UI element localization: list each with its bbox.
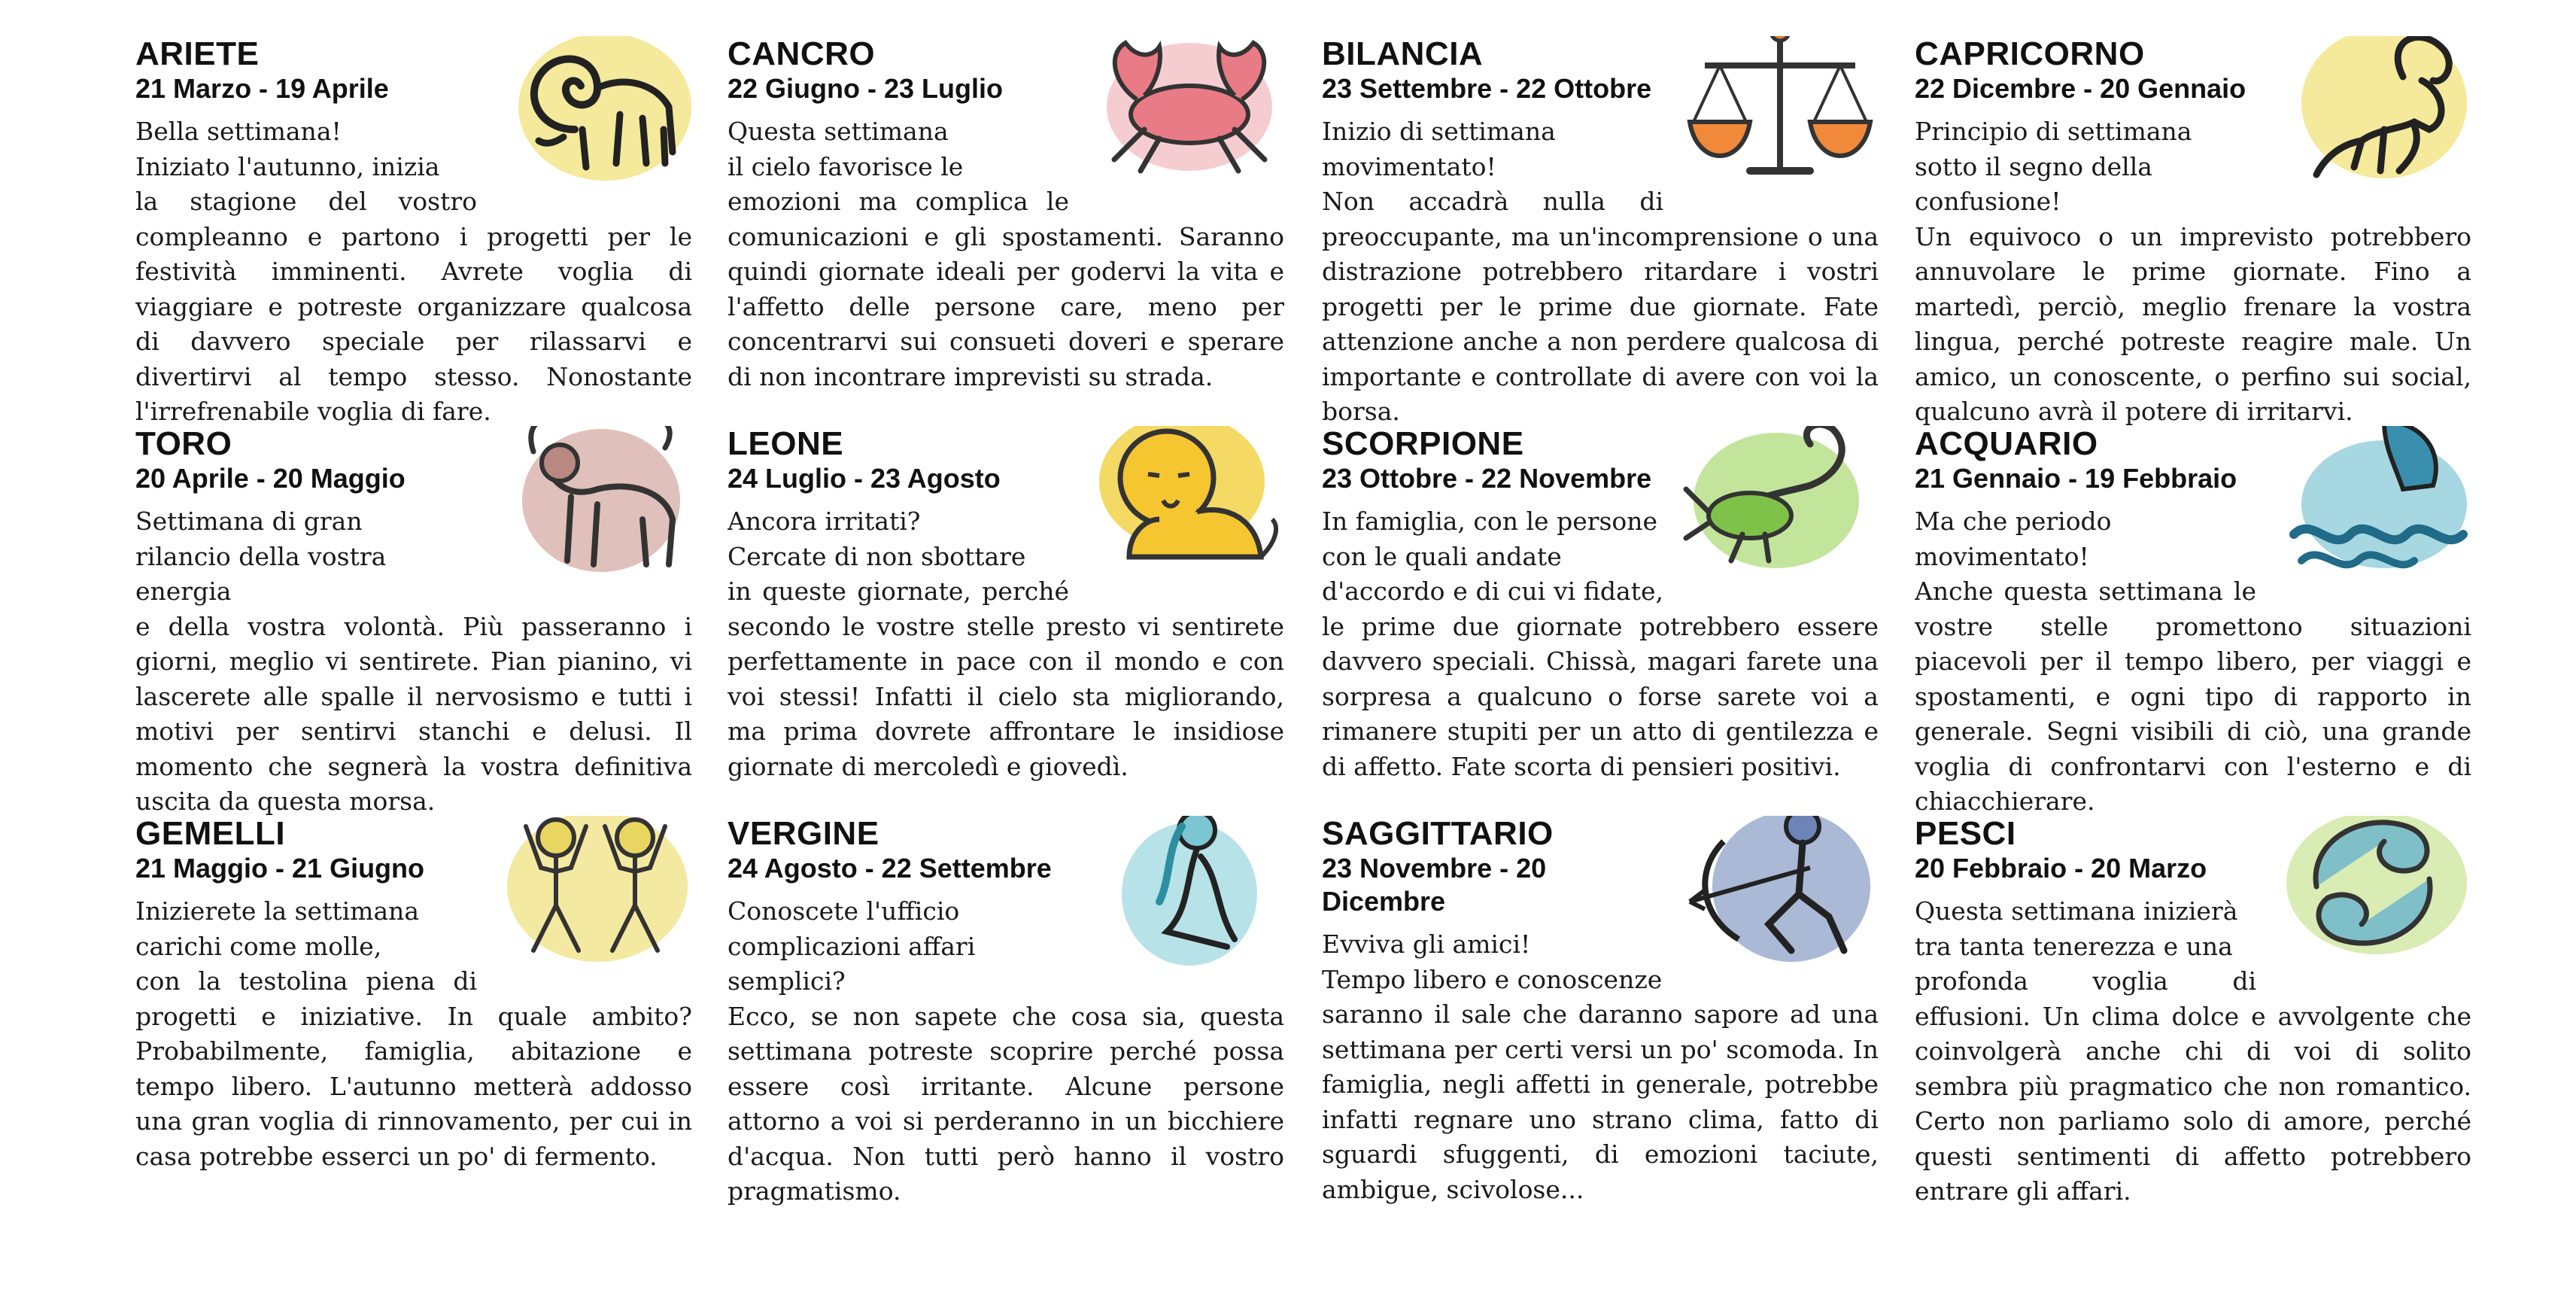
sign-name: CAPRICORNO	[1915, 36, 2145, 72]
cancer-icon	[1084, 36, 1284, 190]
taurus-icon	[492, 426, 692, 580]
lead-line: carichi come molle,	[135, 931, 382, 961]
lead-line: Principio di settimana	[1915, 117, 2192, 146]
lead-line: il cielo favorisce le	[728, 151, 964, 181]
lead-line: Cercate di non sbottare	[728, 541, 1026, 571]
sign-bilancia	[1322, 36, 1879, 427]
sign-body: in queste giornate, perché secondo le vostre stelle presto vi sentirete perfettamente in pace con il mondo e con voi stessi! Infatti il cielo sta migliorando, ma prima dovrete affrontare le insidiose giornate di mercoledì e giovedì.	[728, 576, 1284, 781]
lead-line: tra tanta tenerezza e una	[1915, 931, 2233, 961]
sign-vergine	[728, 816, 1284, 1207]
sign-saggittario	[1322, 816, 1879, 1207]
sign-name: SAGGITTARIO	[1322, 816, 1554, 852]
sign-body: profonda voglia di effusioni. Un clima dolce e avvolgente che coinvolgerà anche chi di voi di solito sembra più pragmatico che non romantico. Certo non parliamo solo di amore, perché questi sentimenti di affetto potrebbero entrare gli affari.	[1915, 966, 2471, 1206]
sign-dates: 21 Gennaio - 19 Febbraio	[1915, 463, 2237, 494]
sign-body: Anche questa settimana le vostre stelle promettono situazioni piacevoli per il tempo libero, per viaggi e spostamenti, e ogni tipo di rapporto in generale. Segni visibili di ciò, una grande voglia di confrontarvi con l'esterno e di chiacchierare.	[1915, 576, 2471, 816]
pisces-icon	[2271, 816, 2471, 969]
lead-line: con le quali andate	[1322, 541, 1562, 571]
leo-icon	[1084, 426, 1284, 580]
lead-line: In famiglia, con le persone	[1322, 507, 1658, 536]
capricorn-icon	[2271, 36, 2471, 190]
lead-line: Settimana di gran	[135, 507, 363, 536]
scorpio-icon	[1678, 426, 1879, 580]
sign-body: d'accordo e di cui vi fidate, le prime due giornate potrebbero essere davvero speciali. Chissà, magari farete una sorpresa a qualcuno o forse sarete voi a rimanere stupiti per un atto di gentilezza e di affetto. Fate scorta di pensieri positivi.	[1322, 576, 1879, 781]
lead-line: sotto il segno della confusione!	[1915, 151, 2152, 216]
sign-body: emozioni ma complica le comunicazioni e gli spostamenti. Saranno quindi giornate ideali per godervi la vita e l'affetto delle persone care, meno per concentrarvi sui consueti doveri e sperare di non incontrare imprevisti su strada.	[728, 187, 1284, 391]
lead-line: movimentato!	[1915, 541, 2089, 571]
sign-dates: 24 Luglio - 23 Agosto	[728, 463, 1001, 494]
sign-scorpione	[1322, 426, 1879, 817]
sign-name: ARIETE	[135, 36, 260, 72]
lead-line: Inizierete la settimana	[135, 896, 420, 926]
sign-name: LEONE	[728, 426, 844, 462]
lead-line: Questa settimana	[728, 117, 949, 146]
sign-dates: 21 Marzo - 19 Aprile	[135, 73, 389, 104]
lead-line: Bella settimana!	[135, 117, 342, 146]
sign-acquario	[1915, 426, 2471, 817]
sign-cancro	[728, 36, 1284, 427]
sign-name: TORO	[135, 426, 232, 462]
libra-icon	[1678, 36, 1879, 190]
lead-line: Conoscete l'ufficio	[728, 896, 960, 926]
sign-body: Un equivoco o un imprevisto potrebbero annuvolare le prime giornate. Fino a martedì, perciò, meglio frenare la vostra lingua, perché potreste reagire male. Un amico, un conoscente, o perfino sui social, qualcuno avrà il potere di irritarvi.	[1915, 221, 2471, 426]
lead-line: complicazioni affari semplici?	[728, 931, 976, 996]
sign-name: CANCRO	[728, 36, 876, 72]
gemini-icon	[492, 816, 692, 969]
lead-line: Iniziato l'autunno, inizia	[135, 151, 440, 181]
sign-dates: 20 Aprile - 20 Maggio	[135, 463, 406, 494]
lead-line: rilancio della vostra energia	[135, 541, 387, 606]
sign-dates: 23 Ottobre - 22 Novembre	[1322, 463, 1652, 494]
sign-body: la stagione del vostro compleanno e partono i progetti per le festività imminenti. Avrete voglia di viaggiare e potreste organizzare qualcosa di davvero speciale per rilassarvi e divertirvi al tempo stesso. Nonostante l'irrefrenabile voglia di fare.	[135, 187, 692, 426]
lead-line: movimentato!	[1322, 151, 1496, 181]
sign-dates: 23 Settembre - 22 Ottobre	[1322, 73, 1652, 104]
sign-ariete	[135, 36, 692, 427]
sign-name: BILANCIA	[1322, 36, 1484, 72]
sign-toro	[135, 426, 692, 817]
lead-line: Questa settimana inizierà	[1915, 896, 2238, 926]
lead-line: Tempo libero e conoscenze	[1322, 964, 1663, 994]
aquarius-icon	[2271, 426, 2471, 580]
aries-icon	[492, 36, 692, 190]
sign-dates: 23 Novembre - 20 Dicembre	[1322, 853, 1547, 917]
sign-body: saranno il sale che daranno sapore ad una settimana per certi versi un po' scomoda. In famiglia, negli affetti in generale, potrebbe infatti regnare uno strano clima, fatto di sguardi sfuggenti, di emozioni taciute, ambigue, scivolose...	[1322, 999, 1879, 1204]
sign-name: GEMELLI	[135, 816, 286, 852]
sign-name: ACQUARIO	[1915, 426, 2098, 462]
virgo-icon	[1084, 816, 1284, 969]
sign-body: Non accadrà nulla di preoccupante, ma un'incomprensione o una distrazione potrebbero ritardare i vostri progetti per le prime due giornate. Fate attenzione anche a non perdere qualcosa di importante e controllate di avere con voi la borsa.	[1322, 187, 1879, 426]
sign-dates: 21 Maggio - 21 Giugno	[135, 853, 425, 884]
sign-gemelli	[135, 816, 692, 1207]
sign-dates: 24 Agosto - 22 Settembre	[728, 853, 1052, 884]
lead-line: Inizio di settimana	[1322, 117, 1556, 146]
sign-name: SCORPIONE	[1322, 426, 1524, 462]
lead-line: Evviva gli amici!	[1322, 929, 1531, 959]
sign-dates: 22 Dicembre - 20 Gennaio	[1915, 73, 2246, 104]
sign-name: PESCI	[1915, 816, 2016, 852]
sign-pesci	[1915, 816, 2471, 1207]
sign-body: Ecco, se non sapete che cosa sia, questa settimana potreste scoprire perché possa essere così irritante. Alcune persone attorno a voi si perderanno in un bicchiere d'acqua. Non tutti però hanno il vostro pragmatismo.	[728, 1001, 1284, 1206]
sign-dates: 22 Giugno - 23 Luglio	[728, 73, 1004, 104]
sign-body: e della vostra volontà. Più passeranno i giorni, meglio vi sentirete. Pian pianino, vi lascerete alle spalle il nervosismo e tutti i motivi per sentirvi stanchi e delusi. Il momento che segnerà la vostra definitiva uscita da questa morsa.	[135, 611, 692, 816]
sign-dates: 20 Febbraio - 20 Marzo	[1915, 853, 2207, 884]
lead-line: Ancora irritati?	[728, 507, 921, 536]
sign-leone	[728, 426, 1284, 817]
sign-capricorno	[1915, 36, 2471, 427]
sign-body: con la testolina piena di progetti e iniziative. In quale ambito? Probabilmente, famiglia, abitazione e tempo libero. L'autunno metterà addosso una gran voglia di rinnovamento, per cui in casa potrebbe esserci un po' di fermento.	[135, 966, 692, 1171]
sign-name: VERGINE	[728, 816, 879, 852]
lead-line: Ma che periodo	[1915, 507, 2112, 536]
sagittarius-icon	[1678, 816, 1879, 969]
